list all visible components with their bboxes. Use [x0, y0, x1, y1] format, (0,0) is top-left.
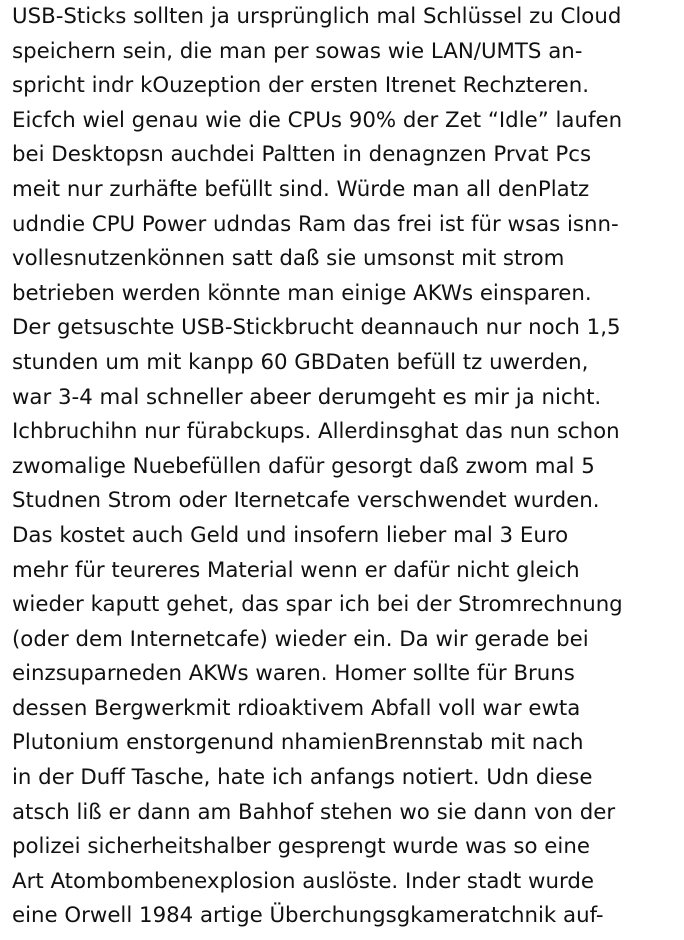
text-line: Der getsuschte USB-Stickbrucht deannauch nur noch 1,5 [12, 315, 621, 341]
text-line: vollesnutzenkönnen satt daß sie umsonst mit strom [12, 246, 565, 272]
text-line: speichern sein, die man per sowas wie LAN/UMTS an- [12, 38, 583, 64]
text-line: Das kostet auch Geld und insofern lieber mal 3 Euro [12, 522, 569, 548]
text-line: mehr für teureres Material wenn er dafür nicht gleich [12, 557, 580, 583]
text-line: bei Desktopsn auchdei Paltten in denagnzen Prvat Pcs [12, 142, 592, 168]
text-line: polizei sicherheitshalber gesprengt wurde was so eine [12, 834, 590, 860]
text-line: eine Orwell 1984 artige Überchungsgkameratchnik auf- [12, 903, 604, 929]
text-line: wieder kaputt gehet, das spar ich bei der Stromrechnung [12, 592, 623, 618]
text-line: (oder dem Internetcafe) wieder ein. Da wir gerade bei [12, 626, 589, 652]
text-line: zwomalige Nuebefüllen dafür gesorgt daß zwom mal 5 [12, 453, 595, 479]
text-body [12, 0, 684, 934]
text-line: Plutonium enstorgenund nhamienBrennstab mit nach [12, 730, 584, 756]
text-line: stunden um mit kanpp 60 GBDaten befüll tz uwerden, [12, 349, 589, 375]
text-line: in der Duff Tasche, hate ich anfangs notiert. Udn diese [12, 765, 593, 791]
text-line: udndie CPU Power udndas Ram das frei ist für wsas isnn- [12, 211, 619, 237]
text-line: betrieben werden könnte man einige AKWs einsparen. [12, 280, 592, 306]
text-line: Art Atombombenexplosion auslöste. Inder stadt wurde [12, 868, 594, 894]
text-line: meit nur zurhäfte befüllt sind. Würde man all denPlatz [12, 176, 590, 202]
text-line: Studnen Strom oder Iternetcafe verschwendet wurden. [12, 488, 600, 514]
text-line: spricht indr kOuzeption der ersten Itrenet Rechzteren. [12, 73, 590, 99]
text-line: einzsuparneden AKWs waren. Homer sollte für Bruns [12, 661, 575, 687]
text-line: atsch liß er dann am Bahhof stehen wo sie dann von der [12, 799, 616, 825]
text-line: dessen Bergwerkmit rdioaktivem Abfall voll war ewta [12, 695, 581, 721]
text-line: Eicfch wiel genau wie die CPUs 90% der Zet “Idle” laufen [12, 107, 623, 133]
text-line: USB-Sticks sollten ja ursprünglich mal Schlüssel zu Cloud [12, 4, 622, 29]
text-line: war 3-4 mal schneller abeer derumgeht es mir ja nicht. [12, 384, 602, 410]
text-line: Ichbruchihn nur fürabckups. Allerdinsghat das nun schon [12, 419, 620, 445]
